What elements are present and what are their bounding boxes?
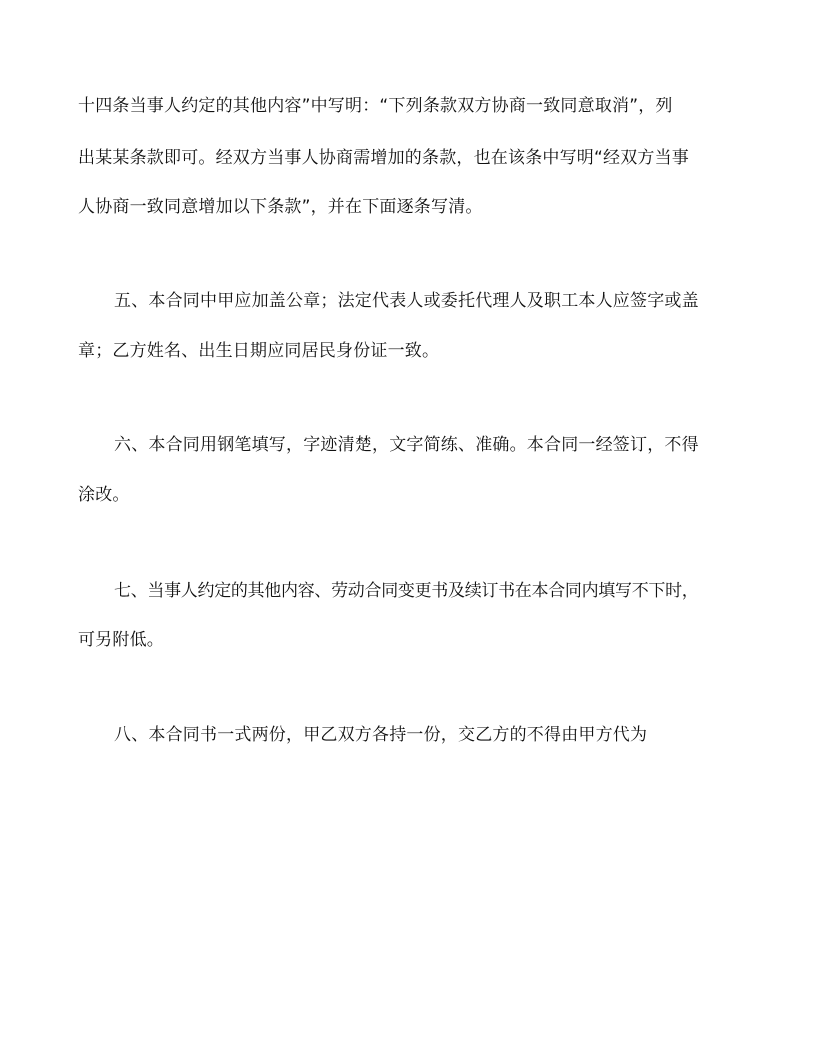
- paragraph-4-line-2: 可另附低。: [78, 630, 164, 650]
- paragraph-3-line-1: 六、本合同用钢笔填写，字迹清楚，文字简练、准确。本合同一经签订，不得: [114, 435, 699, 455]
- paragraph-1-line-2: 出某某条款即可。经双方当事人协商需增加的条款，也在该条中写明“经双方当事: [78, 148, 690, 168]
- paragraph-2-line-1: 五、本合同中甲应加盖公章；法定代表人或委托代理人及职工本人应签字或盖: [114, 291, 699, 311]
- paragraph-4-line-1: 七、当事人约定的其他内容、劳动合同变更书及续订书在本合同内填写不下时，: [114, 581, 699, 601]
- paragraph-1-line-3: 人协商一致同意增加以下条款”，并在下面逐条写清。: [78, 197, 483, 217]
- paragraph-2-line-2: 章；乙方姓名、出生日期应同居民身份证一致。: [78, 341, 440, 361]
- paragraph-5-line-1: 八、本合同书一式两份，甲乙双方各持一份，交乙方的不得由甲方代为: [114, 725, 648, 745]
- paragraph-3-line-2: 涂改。: [78, 485, 130, 505]
- paragraph-1-line-1: 十四条当事人约定的其他内容”中写明：“下列条款双方协商一致同意取消”，列: [78, 96, 673, 116]
